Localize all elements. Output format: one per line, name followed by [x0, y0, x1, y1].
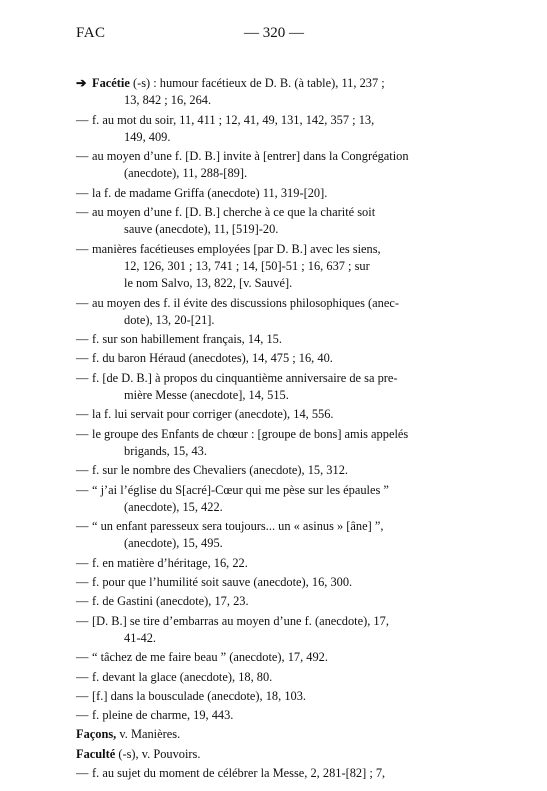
entry-text: f. pour que l’humilité soit sauve (anecdote), 16, 300. — [92, 575, 353, 590]
page-number: — 320 — — [244, 25, 304, 41]
dash-marker: — — [76, 594, 89, 609]
index-entry-sub — [76, 185, 456, 202]
index-entry-sub — [76, 426, 456, 461]
index-entry-sub — [76, 462, 456, 479]
index-entry-sub — [76, 406, 456, 423]
entry-text: f. [de D. B.] à propos du cinquantième anniversaire de sa pre- mière Messe (anecdote], 14, 515. — [92, 370, 398, 403]
dash-marker: — — [76, 482, 89, 497]
page-header — [76, 22, 472, 44]
entry-headword: Faculté — [76, 746, 116, 761]
entry-text: “ un enfant paresseux sera toujours... un « asinus » [âne] ”, (anecdote), 15, 495. — [92, 519, 384, 551]
entry-text: f. de Gastini (anecdote), 17, 23. — [92, 594, 249, 609]
entry-text: f. sur le nombre des Chevaliers (anecdote), 15, 312. — [92, 463, 348, 478]
entry-text: f. au sujet du moment de célébrer la Messe, 2, 281-[82] ; 7, — [92, 765, 386, 780]
entry-text: v. Manières. — [116, 727, 181, 742]
entry-text: f. au mot du soir, 11, 411 ; 12, 41, 49, 131, 142, 357 ; 13, 149, 409. — [92, 112, 375, 144]
index-entry-sub — [76, 370, 456, 405]
entry-text: (-s) : humour facétieux de D. B. (à table), 11, 237 ; 13, 842 ; 16, 264. — [124, 76, 385, 108]
index-entry-sub — [76, 482, 456, 517]
index-entry-sub — [76, 518, 456, 553]
dash-marker: — — [76, 688, 89, 703]
entry-text: f. sur son habillement français, 14, 15. — [92, 332, 282, 347]
index-entry-sub — [76, 295, 456, 330]
dash-marker: — — [76, 295, 89, 310]
entry-text: [D. B.] se tire d’embarras au moyen d’une f. (anecdote), 17, 41-42. — [92, 613, 389, 645]
index-entry-sub — [76, 688, 456, 705]
index-entry-sub — [76, 765, 456, 782]
entry-text: f. en matière d’héritage, 16, 22. — [92, 555, 248, 570]
dash-marker: — — [76, 332, 89, 347]
index-entry-sub — [76, 331, 456, 348]
index-entry-sub — [76, 613, 456, 648]
arrow-icon: ➔ — [76, 76, 87, 90]
dash-marker: — — [76, 708, 89, 723]
entry-text: “ j’ai l’église du S[acré]-Cœur qui me pèse sur les épaules ” (anecdote), 15, 422. — [92, 482, 389, 514]
entry-text: (-s), v. Pouvoirs. — [115, 746, 201, 761]
dash-marker: — — [76, 351, 89, 366]
entry-headword: Facétie — [92, 76, 130, 90]
index-entry-sub — [76, 204, 456, 239]
index-entry-sub — [76, 574, 456, 591]
dash-marker: — — [76, 669, 89, 684]
dash-marker: — — [76, 149, 89, 164]
index-entry-sub — [76, 649, 456, 666]
dash-marker: — — [76, 765, 89, 780]
entry-text: au moyen d’une f. [D. B.] invite à [entrer] dans la Congrégation (anecdote), 11, 288-[89]. — [92, 149, 409, 181]
index-entry-main — [76, 75, 456, 110]
dash-marker: — — [76, 426, 89, 441]
entry-text: au moyen des f. il évite des discussions philosophiques (anec- dote), 13, 20-[21]. — [92, 295, 399, 327]
entry-text: la f. lui servait pour corriger (anecdote), 14, 556. — [92, 407, 334, 422]
index-entries — [76, 75, 456, 784]
dash-marker: — — [76, 241, 89, 256]
dash-marker: — — [76, 407, 89, 422]
entry-text: au moyen d’une f. [D. B.] cherche à ce que la charité soit sauve (anecdote), 11, [519]-20. — [92, 205, 376, 237]
index-entry-sub — [76, 112, 456, 147]
index-entry-sub — [76, 350, 456, 367]
index-entry-headword — [76, 746, 456, 763]
entry-text: [f.] dans la bousculade (anecdote), 18, 103. — [92, 688, 307, 703]
dash-marker: — — [76, 112, 89, 127]
dash-marker: — — [76, 185, 89, 200]
entry-text: f. pleine de charme, 19, 443. — [92, 708, 234, 723]
dash-marker: — — [76, 555, 89, 570]
index-entry-sub — [76, 669, 456, 686]
entry-text: “ tâchez de me faire beau ” (anecdote), 17, 492. — [92, 650, 328, 665]
entry-text: f. devant la glace (anecdote), 18, 80. — [92, 669, 273, 684]
running-head: FAC — [76, 25, 106, 41]
index-entry-sub — [76, 707, 456, 724]
dash-marker: — — [76, 205, 89, 220]
entry-text: manières facétieuses employées [par D. B.] avec les siens, 12, 126, 301 ; 13, 741 ; 14, [50]-51 ; 16, 637 ; sur le nom Salvo, 13, 822, [v. Sauvé]. — [92, 241, 381, 291]
index-entry-sub — [76, 148, 456, 183]
dash-marker: — — [76, 463, 89, 478]
dash-marker: — — [76, 519, 89, 534]
entry-headword: Façons, — [76, 727, 117, 742]
index-entry-sub — [76, 593, 456, 610]
index-entry-headword — [76, 726, 456, 743]
dash-marker: — — [76, 575, 89, 590]
dash-marker: — — [76, 613, 89, 628]
index-entry-sub — [76, 241, 456, 293]
index-entry-sub — [76, 555, 456, 572]
dash-marker: — — [76, 370, 89, 385]
entry-text: la f. de madame Griffa (anecdote) 11, 319-[20]. — [92, 185, 328, 200]
dash-marker: — — [76, 650, 89, 665]
entry-text: f. du baron Héraud (anecdotes), 14, 475 ; 16, 40. — [92, 351, 333, 366]
entry-text: le groupe des Enfants de chœur : [groupe de bons] amis appelés brigands, 15, 43. — [92, 426, 409, 458]
